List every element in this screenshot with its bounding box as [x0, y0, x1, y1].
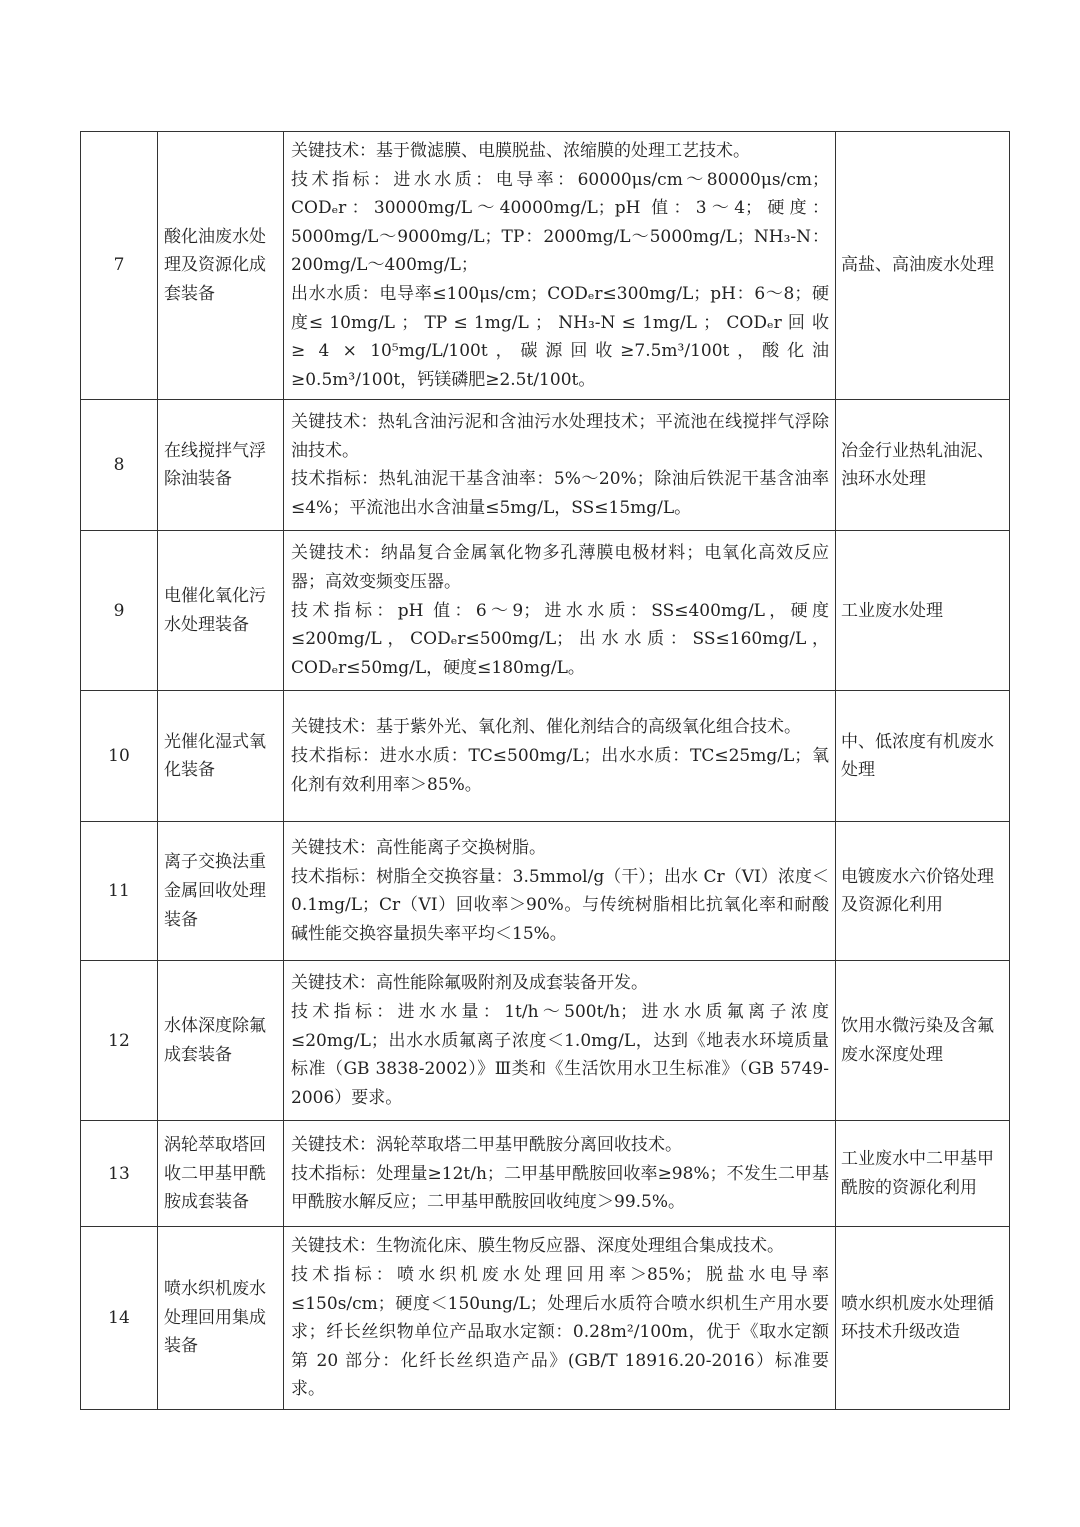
technology-description [284, 1227, 836, 1410]
table-row [81, 961, 1010, 1121]
equipment-table [80, 131, 1010, 1410]
tech-line: 关键技术：涡轮萃取塔二甲基甲酰胺分离回收技术。 [291, 1134, 682, 1155]
table-row [81, 822, 1010, 961]
tech-line: 关键技术：高性能离子交换树脂。 [291, 838, 546, 859]
row-number: 13 [81, 1121, 158, 1227]
tech-line: 技术指标：pH 值：6～9；进水水质：SS≤400mg/L，硬度≤200mg/L，CODₑr≤500mg/L；出水水质：SS≤160mg/L，CODₑr≤50mg/L，硬度≤180mg/L。 [291, 600, 829, 678]
tech-line: 技术指标：处理量≥12t/h；二甲基甲酰胺回收率≥98%；不发生二甲基甲酰胺水解反应；二甲基甲酰胺回收纯度＞99.5%。 [291, 1163, 829, 1213]
technology-description [284, 531, 836, 691]
tech-line: 技术指标：树脂全交换容量：3.5mmol/g（干）；出水 Cr（VI）浓度＜0.1mg/L；Cr（VI）回收率＞90%。与传统树脂相比抗氧化率和耐酸碱性能交换容量损失率平均＜15%。 [291, 866, 829, 944]
tech-line: 关键技术：热轧含油污泥和含油污水处理技术；平流池在线搅拌气浮除油技术。 [291, 412, 829, 461]
row-number: 10 [81, 691, 158, 822]
table-row [81, 691, 1010, 822]
equipment-name: 光催化湿式氧化装备 [158, 691, 284, 822]
row-number: 11 [81, 822, 158, 961]
tech-line: 技术指标：喷水织机废水处理回用率＞85%；脱盐水电导率≤150s/cm；硬度＜150ung/L；处理后水质符合喷水织机生产用水要求；纤长丝织物单位产品取水定额：0.28m²/100m，优于《取水定额第 20 部分：化纤长丝织造产品》(GB/T 18916.20-2016）标准要求。 [291, 1264, 829, 1400]
equipment-name: 水体深度除氟成套装备 [158, 961, 284, 1121]
technology-description [284, 1121, 836, 1227]
tech-line: 技术指标：进水水质：TC≤500mg/L；出水水质：TC≤25mg/L；氧化剂有效利用率＞85%。 [291, 746, 829, 795]
table-row [81, 400, 1010, 531]
equipment-name: 酸化油废水处理及资源化成套装备 [158, 132, 284, 400]
application-field: 工业废水处理 [836, 531, 1010, 691]
application-field: 喷水织机废水处理循环技术升级改造 [836, 1227, 1010, 1410]
technology-description [284, 691, 836, 822]
tech-line: 关键技术：基于微滤膜、电膜脱盐、浓缩膜的处理工艺技术。 [291, 141, 750, 161]
equipment-name: 离子交换法重金属回收处理装备 [158, 822, 284, 961]
row-number: 12 [81, 961, 158, 1121]
application-field: 中、低浓度有机废水处理 [836, 691, 1010, 822]
tech-line: 关键技术：高性能除氟吸附剂及成套装备开发。 [291, 973, 648, 994]
tech-line: 技术指标：进水水量：1t/h～500t/h；进水水质氟离子浓度≤20mg/L；出水水质氟离子浓度＜1.0mg/L，达到《地表水环境质量标准（GB 3838-2002）》Ⅲ类和《生活饮用水卫生标准》（GB 5749-2006）要求。 [291, 1001, 829, 1108]
table-row [81, 1227, 1010, 1410]
application-field: 工业废水中二甲基甲酰胺的资源化利用 [836, 1121, 1010, 1227]
row-number: 7 [81, 132, 158, 400]
tech-line: 技术指标：进水水质：电导率：60000μs/cm～80000μs/cm；CODₑr：30000mg/L～40000mg/L；pH 值：3～4；硬度：5000mg/L～9000mg/L；TP：2000mg/L～5000mg/L；NH₃-N：200mg/L～400mg/L； [291, 169, 829, 276]
technology-description [284, 132, 836, 400]
table-row [81, 1121, 1010, 1227]
tech-line: 出水水质：电导率≤100μs/cm；CODₑr≤300mg/L；pH：6～8；硬度≤ 10mg/L ； TP ≤ 1mg/L ； NH₃-N ≤ 1mg/L ； CODₑr 回 收 ≥ 4 × 10⁵mg/L/100t，碳源回收≥7.5m³/100t，酸化油≥0.5m³/100t，钙镁磷肥≥2.5t/100t。 [291, 283, 829, 390]
equipment-name: 在线搅拌气浮除油装备 [158, 400, 284, 531]
tech-line: 关键技术：纳晶复合金属氧化物多孔薄膜电极材料；电氧化高效反应器；高效变频变压器。 [291, 543, 829, 592]
technology-description [284, 400, 836, 531]
technology-description [284, 961, 836, 1121]
technology-description [284, 822, 836, 961]
equipment-name: 电催化氧化污水处理装备 [158, 531, 284, 691]
row-number: 8 [81, 400, 158, 531]
table-row [81, 531, 1010, 691]
equipment-name: 喷水织机废水处理回用集成装备 [158, 1227, 284, 1410]
application-field: 冶金行业热轧油泥、浊环水处理 [836, 400, 1010, 531]
application-field: 饮用水微污染及含氟废水深度处理 [836, 961, 1010, 1121]
table-row [81, 132, 1010, 400]
application-field: 高盐、高油废水处理 [836, 132, 1010, 400]
row-number: 9 [81, 531, 158, 691]
tech-line: 技术指标：热轧油泥干基含油率：5%～20%；除油后铁泥干基含油率≤4%；平流池出水含油量≤5mg/L，SS≤15mg/L。 [291, 469, 829, 518]
row-number: 14 [81, 1227, 158, 1410]
tech-line: 关键技术：生物流化床、膜生物反应器、深度处理组合集成技术。 [291, 1236, 784, 1257]
equipment-name: 涡轮萃取塔回收二甲基甲酰胺成套装备 [158, 1121, 284, 1227]
application-field: 电镀废水六价铬处理及资源化利用 [836, 822, 1010, 961]
tech-line: 关键技术：基于紫外光、氧化剂、催化剂结合的高级氧化组合技术。 [291, 717, 801, 738]
